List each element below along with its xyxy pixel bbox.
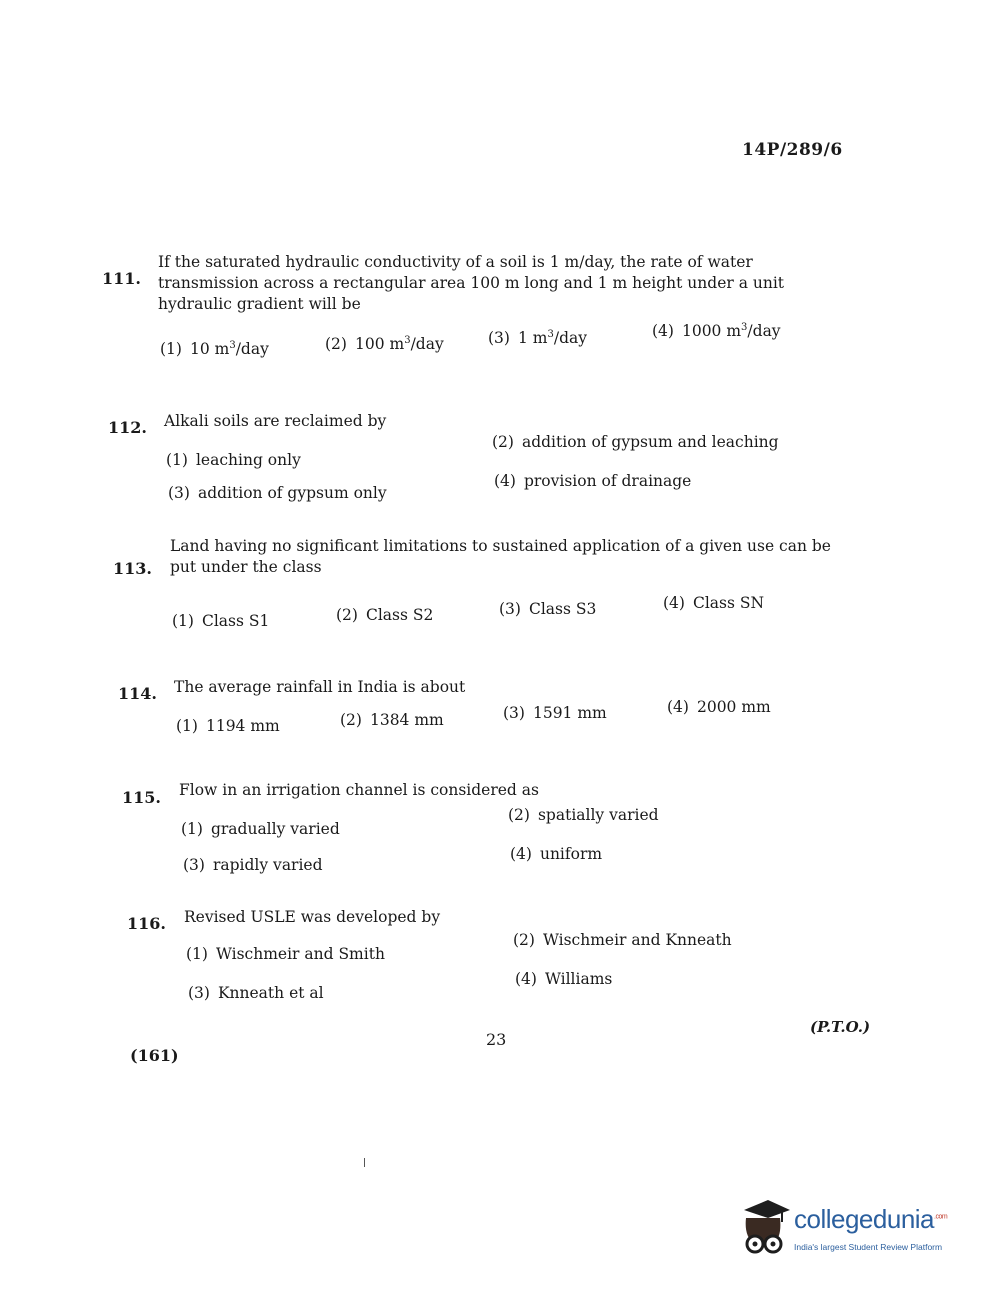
question-number: 111. — [102, 269, 141, 288]
option: (4) 2000 mm — [667, 698, 771, 716]
option: (3) Class S3 — [499, 600, 597, 618]
question-text: Flow in an irrigation channel is considered as — [179, 781, 539, 799]
footer-code: (161) — [130, 1046, 179, 1065]
question-text: The average rainfall in India is about — [174, 678, 466, 696]
option: (4) Class SN — [663, 594, 765, 612]
option: (3) 1 $m^3$/day — [488, 329, 587, 348]
option: (3) 1591 mm — [503, 704, 607, 722]
question-text: Alkali soils are reclaimed by — [164, 412, 387, 430]
question-text: Revised USLE was developed by — [184, 908, 441, 926]
option: (1) 1194 mm — [176, 717, 280, 735]
logo-tagline: India's largest Student Review Platform — [794, 1242, 943, 1252]
option: (4) provision of drainage — [494, 472, 692, 490]
option: (3) addition of gypsum only — [168, 484, 387, 502]
option: (1) Class S1 — [172, 612, 270, 630]
option: (2) Class S2 — [336, 606, 434, 624]
question-number: 114. — [118, 684, 157, 703]
option: (4) uniform — [510, 845, 603, 863]
paper-code: 14P/289/6 — [742, 140, 843, 160]
option: (2) addition of gypsum and leaching — [492, 433, 779, 451]
question-number: 115. — [122, 788, 161, 807]
question-number: 112. — [108, 418, 147, 437]
option: (2) 100 $m^3$/day — [325, 335, 444, 354]
option: (2) Wischmeir and Knneath — [513, 931, 732, 949]
option: (1) gradually varied — [181, 820, 340, 838]
student-mascot-icon — [738, 1196, 792, 1262]
option: (2) spatially varied — [508, 806, 659, 824]
collegedunia-logo — [738, 1196, 968, 1266]
pto-label: (P.T.O.) — [810, 1018, 871, 1036]
option: (2) 1384 mm — [340, 711, 444, 729]
question-number: 116. — [127, 914, 166, 933]
option: (3) rapidly varied — [183, 856, 323, 874]
scan-mark — [364, 1158, 365, 1167]
option: (3) Knneath et al — [188, 984, 324, 1002]
option: (4) 1000 $m^3$/day — [652, 322, 781, 341]
question-number: 113. — [113, 559, 152, 578]
question-text: If the saturated hydraulic conductivity of a soil is 1 m/day, the rate of water transmission across a rectangular area 100 m long and 1 m height under a unit hydraulic gradient will be — [158, 253, 785, 313]
option: (1) leaching only — [166, 451, 301, 469]
page-number: 23 — [486, 1030, 507, 1049]
option: (1) Wischmeir and Smith — [186, 945, 385, 963]
question-text: Land having no significant limitations to sustained application of a given use can be put under the class — [170, 537, 831, 576]
logo-wordmark: collegedunia$^{.com}$ — [794, 1204, 948, 1234]
option: (4) Williams — [515, 970, 613, 988]
option: (1) 10 $m^3$/day — [160, 340, 269, 359]
